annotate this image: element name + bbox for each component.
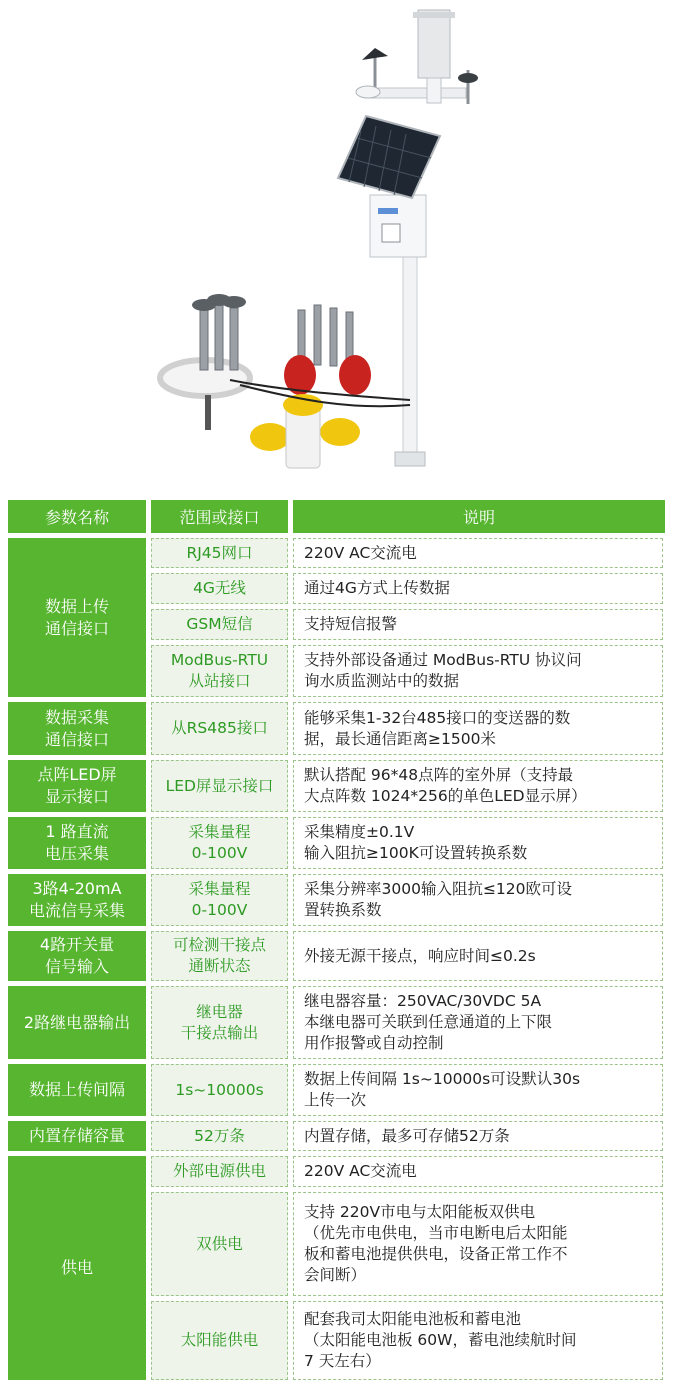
description-cell: 支持短信报警 [293,609,663,640]
category-label: 数据上传间隔 [8,1064,146,1116]
description-cell: 220V AC交流电 [293,538,663,568]
description-cell: 外接无源干接点，响应时间≤0.2s [293,931,663,981]
range-cell: 继电器 干接点输出 [151,986,288,1059]
description-cell: 支持 220V市电与太阳能板双供电 （优先市电供电，当市电断电后太阳能 板和蓄电池提供供电，设备正常工作不 会间断） [293,1192,663,1296]
header-description: 说明 [293,500,665,533]
range-cell: 太阳能供电 [151,1301,288,1380]
description-cell: 默认搭配 96*48点阵的室外屏（支持最 大点阵数 1024*256的单色LED显示屏） [293,760,663,812]
category-label: 数据采集 通信接口 [8,702,146,755]
description-cell: 内置存储，最多可存储52万条 [293,1121,663,1151]
description-cell: 220V AC交流电 [293,1156,663,1187]
description-cell: 继电器容量：250VAC/30VDC 5A 本继电器可关联到任意通道的上下限 用作报警或自动控制 [293,986,663,1059]
range-cell: RJ45网口 [151,538,288,568]
range-cell: 采集量程 0-100V [151,874,288,926]
description-cell: 能够采集1-32台485接口的变送器的数 据，最长通信距离≥1500米 [293,702,663,755]
range-cell: ModBus-RTU 从站接口 [151,645,288,697]
category-label: 2路继电器输出 [8,986,146,1059]
range-cell: 可检测干接点 通断状态 [151,931,288,981]
header-range: 范围或接口 [151,500,288,533]
description-cell: 支持外部设备通过 ModBus-RTU 协议问 询水质监测站中的数据 [293,645,663,697]
category-label: 3路4-20mA 电流信号采集 [8,874,146,926]
category-label: 供电 [8,1156,146,1380]
range-cell: 4G无线 [151,573,288,604]
range-cell: 52万条 [151,1121,288,1151]
range-cell: 外部电源供电 [151,1156,288,1187]
description-cell: 配套我司太阳能电池板和蓄电池 （太阳能电池板 60W，蓄电池续航时间 7 天左右） [293,1301,663,1380]
category-label: 1 路直流 电压采集 [8,817,146,869]
range-cell: 1s~10000s [151,1064,288,1116]
range-cell: 从RS485接口 [151,702,288,755]
category-label: 4路开关量 信号输入 [8,931,146,981]
description-cell: 通过4G方式上传数据 [293,573,663,604]
category-label: 点阵LED屏 显示接口 [8,760,146,812]
range-cell: GSM短信 [151,609,288,640]
header-param-name: 参数名称 [8,500,146,533]
description-cell: 采集精度±0.1V 输入阻抗≥100K可设置转换系数 [293,817,663,869]
category-label: 内置存储容量 [8,1121,146,1151]
range-cell: LED屏显示接口 [151,760,288,812]
range-cell: 双供电 [151,1192,288,1296]
category-label: 数据上传 通信接口 [8,538,146,697]
range-cell: 采集量程 0-100V [151,817,288,869]
description-cell: 采集分辨率3000输入阻抗≤120欧可设 置转换系数 [293,874,663,926]
description-cell: 数据上传间隔 1s~10000s可设默认30s 上传一次 [293,1064,663,1116]
